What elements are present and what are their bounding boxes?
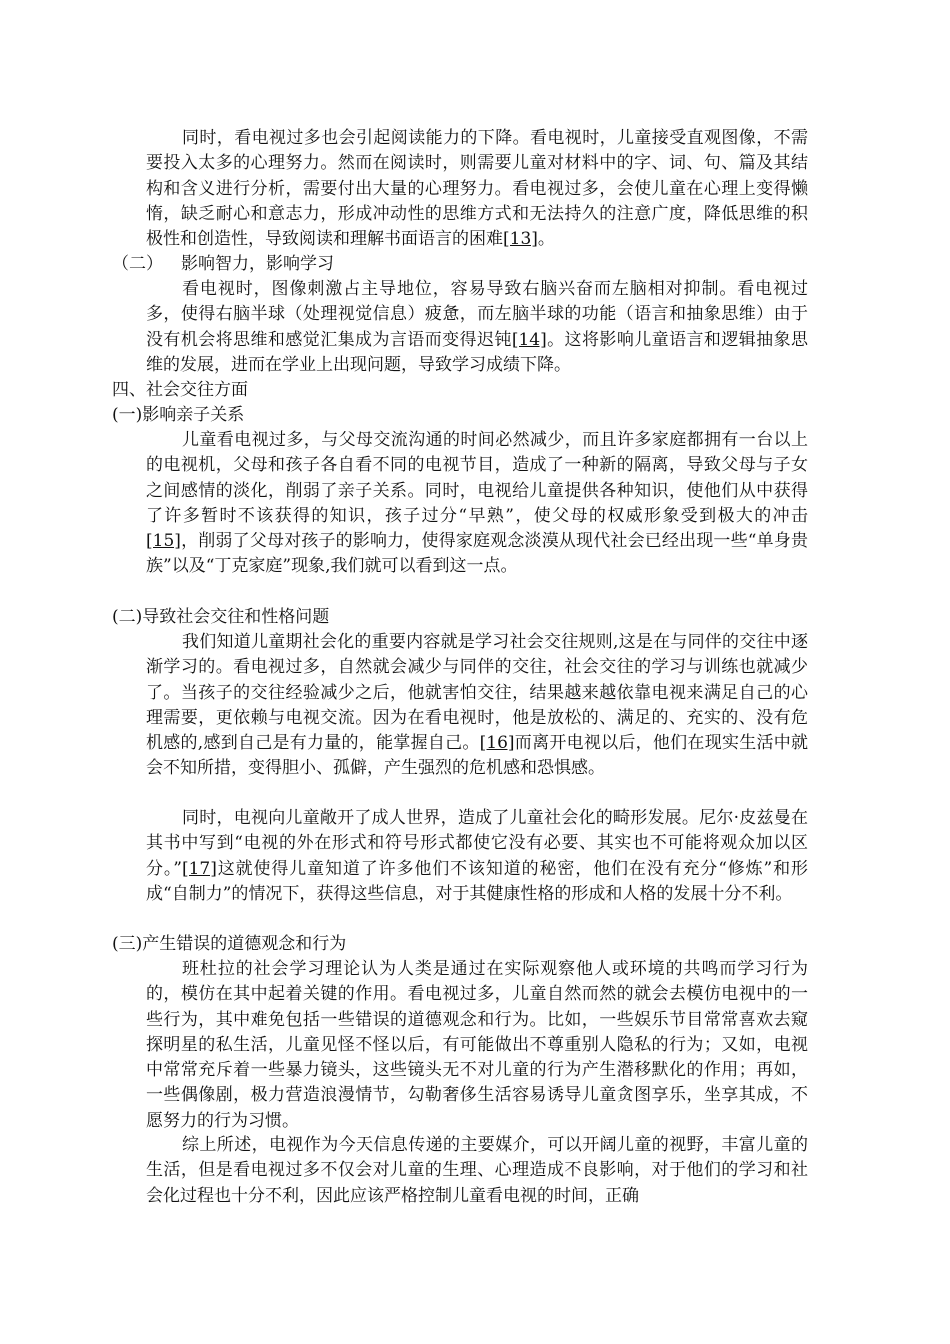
section-heading-moral: (三)产生错误的道德观念和行为: [112, 934, 347, 954]
section-heading-parent-child: (一)影响亲子关系: [112, 405, 245, 425]
paragraph-moral: 班杜拉的社会学习理论认为人类是通过在实际观察他人或环境的共鸣而学习行为的，模仿在其中起着关键的作用。看电视过多，儿童自然而然的就会去模仿电视中的一些行为，其中难免包括一些错误的道德观念和行为。比如，一些娱乐节目常常喜欢去窥探明星的私生活，儿童见怪不怪以后，有可能做出不尊重别人隐私的行为；又如，电视中常常充斥着一些暴力镜头，这些镜头无不对儿童的行为产生潜移默化的作用；再如，一些偶像剧，极力营造浪漫情节，勾勒奢侈生活容易诱导儿童贪图享乐，坐享其成，不愿努力的行为习惯。: [146, 959, 808, 1131]
paragraph-summary: 综上所述，电视作为今天信息传递的主要媒介，可以开阔儿童的视野，丰富儿童的生活，但是看电视过多不仅会对儿童的生理、心理造成不良影响，对于他们的学习和社会化过程也十分不利，因此应该严格控制儿童看电视的时间，正确: [146, 1135, 808, 1206]
paragraph-text: 看电视时，图像刺激占主导地位，容易导致右脑兴奋而左脑相对抑制。看电视过多，使得右脑半球（处理视觉信息）疲惫，而左脑半球的功能（语言和抽象思维）由于没有机会将思维和感觉汇集成为言语而变得迟钝: [146, 279, 808, 350]
paragraph-text: 儿童看电视过多，与父母交流沟通的时间必然减少，而且许多家庭都拥有一台以上的电视机，父母和孩子各自看不同的电视节目，造成了一种新的隔离，导致父母与子女之间感情的淡化，削弱了亲子关系。同时，电视给儿童提供各种知识，使他们从中获得了许多暂时不该获得的知识，孩子过分“早熟”，使父母的权威形象受到极大的冲击: [146, 430, 808, 526]
paragraph-text-tail: 。: [537, 229, 555, 250]
heading-title: 影响智力，影响学习: [181, 254, 334, 274]
paragraph-adult-world: [146, 806, 808, 907]
paragraph-text-tail: 这就使得儿童知道了许多他们不该知道的秘密，他们在没有充分“修炼”和形成“自制力”的情况下，获得这些信息，对于其健康性格的形成和人格的发展十分不利。: [146, 858, 808, 904]
paragraph-text: 同时，看电视过多也会引起阅读能力的下降。看电视时，儿童接受直观图像，不需要投入太多的心理努力。然而在阅读时，则需要儿童对材料中的字、词、句、篇及其结构和含义进行分析，需要付出大量的心理努力。看电视过多，会使儿童在心理上变得懒惰，缺乏耐心和意志力，形成冲动性的思维方式和无法持久的注意广度，降低思维的积极性和创造性，导致阅读和理解书面语言的困难: [146, 128, 808, 250]
citation-link-15[interactable]: [15]: [146, 531, 181, 552]
section-heading-intelligence: [112, 252, 334, 277]
paragraph-text-tail: ，削弱了父母对孩子的影响力，使得家庭观念淡漠从现代社会已经出现一些“单身贵族”以及“丁克家庭”现象,我们就可以看到这一点。: [146, 531, 808, 577]
paragraph-text: 我们知道儿童期社会化的重要内容就是学习社会交往规则,这是在与同伴的交往中逐渐学习的。看电视过多，自然就会减少与同伴的交往，社会交往的学习与训练也就减少了。当孩子的交往经验减少之后，他就害怕交往，结果越来越依靠电视来满足自己的心理需要，更依赖与电视交流。因为在看电视时，他是放松的、满足的、充实的、没有危机感的,感到自己是有力量的，能掌握自己。: [146, 632, 808, 754]
heading-number: （二）: [112, 254, 163, 274]
citation-link-17[interactable]: [17]: [181, 858, 217, 879]
citation-link-16[interactable]: [16]: [479, 733, 515, 754]
paragraph-text-tail: 。这将影响儿童语言和逻辑抽象思维的发展，进而在学业上出现问题，导致学习成绩下降。: [146, 329, 809, 375]
paragraph-intelligence: [146, 277, 808, 378]
paragraph-social-interaction: [146, 630, 808, 782]
section-heading-social: 四、社会交往方面: [112, 380, 248, 400]
section-heading-social-interaction: (二)导致社会交往和性格问题: [112, 607, 330, 627]
paragraph-text: 同时，电视向儿童敞开了成人世界，造成了儿童社会化的畸形发展。尼尔·皮兹曼在其书中写到“电视的外在形式和符号形式都使它没有必要、其实也不可能将观众加以区分。”: [146, 808, 808, 879]
citation-link-14[interactable]: [14]: [511, 329, 547, 350]
paragraph-parent-child: [146, 428, 808, 580]
paragraph-text-tail: 而离开电视以后，他们在现实生活中就会不知所措，变得胆小、孤僻，产生强烈的危机感和恐惧感。: [146, 733, 808, 779]
paragraph-reading-ability: [146, 126, 808, 252]
citation-link-13[interactable]: [13]: [503, 229, 538, 250]
